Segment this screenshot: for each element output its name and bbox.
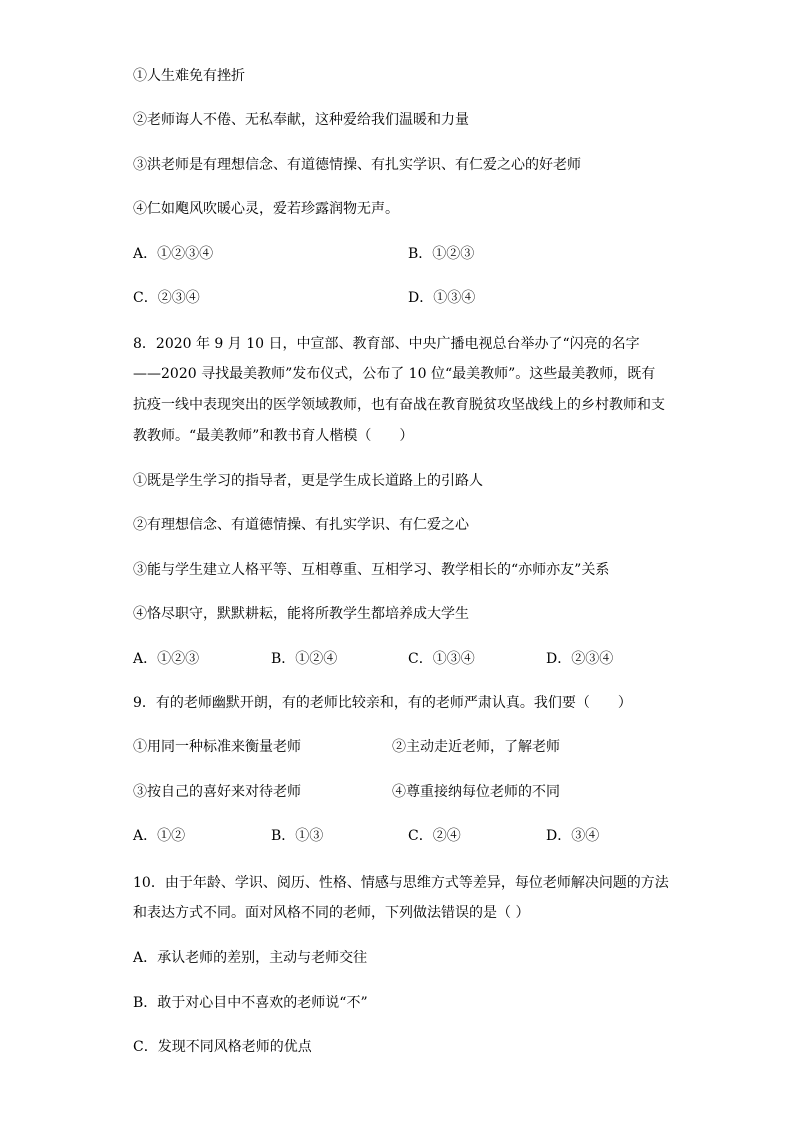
q8-statement-1: ①既是学生学习的指导者，更是学生成长道路上的引路人 [133,473,483,489]
q8-statement-4: ④恪尽职守，默默耕耘，能将所教学生都培养成大学生 [133,606,469,622]
q10-stem-line-1: 10．由于年龄、学识、阅历、性格、情感与思维方式等差异，每位老师解决问题的方法 [133,875,669,891]
q10-option-b: B．敢于对心目中不喜欢的老师说“不” [133,995,368,1011]
q8-option-d: D．②③④ [546,651,614,667]
q8-statement-3: ③能与学生建立人格平等、互相尊重、互相学习、教学相长的“亦师亦友”关系 [133,562,610,578]
q7-option-d: D．①③④ [408,290,476,306]
q7-statement-2: ②老师诲人不倦、无私奉献，这种爱给我们温暖和力量 [133,112,469,128]
q8-stem-line-3: 抗疫一线中表现突出的医学领域教师，也有奋战在教育脱贫攻坚战线上的乡村教师和支 [133,397,665,413]
q8-option-b: B．①②④ [271,651,338,667]
q7-option-b: B．①②③ [408,246,475,262]
q10-option-c: C．发现不同风格老师的优点 [133,1039,312,1055]
q8-statement-2: ②有理想信念、有道德情操、有扎实学识、有仁爱之心 [133,517,469,533]
q9-statement-2: ②主动走近老师，了解老师 [392,739,560,755]
q8-option-c: C．①③④ [408,651,475,667]
q7-statement-3: ③洪老师是有理想信念、有道德情操、有扎实学识、有仁爱之心的好老师 [133,157,581,173]
q8-option-a: A．①②③ [133,651,200,667]
q10-stem-line-2: 和表达方式不同。面对风格不同的老师，下列做法错误的是（ ） [133,905,530,921]
q8-stem-line-4: 教教师。“最美教师”和教书育人楷模（ ） [133,428,414,444]
q8-stem-line-1: 8．2020 年 9 月 10 日，中宣部、教育部、中央广播电视总台举办了“闪亮的名字 [133,336,640,352]
q7-option-c: C．②③④ [133,290,200,306]
q9-statement-1: ①用同一种标准来衡量老师 [133,739,301,755]
q9-stem: 9．有的老师幽默开朗，有的老师比较亲和，有的老师严肃认真。我们要（ ） [133,695,632,711]
q9-option-b: B．①③ [271,828,324,844]
q9-option-a: A．①② [133,828,186,844]
q7-statement-4: ④仁如飑风吹暖心灵，爱若珍露润物无声。 [133,201,399,217]
q9-option-d: D．③④ [546,828,600,844]
q10-option-a: A．承认老师的差别，主动与老师交往 [133,950,368,966]
q9-statement-3: ③按自己的喜好来对待老师 [133,784,301,800]
q9-statement-4: ④尊重接纳每位老师的不同 [392,784,560,800]
q9-option-c: C．②④ [408,828,461,844]
q8-stem-line-2: ——2020 寻找最美教师”发布仪式，公布了 10 位“最美教师”。这些最美教师，既有 [133,366,656,382]
q7-statement-1: ①人生难免有挫折 [133,68,245,84]
q7-option-a: A．①②③④ [133,246,214,262]
